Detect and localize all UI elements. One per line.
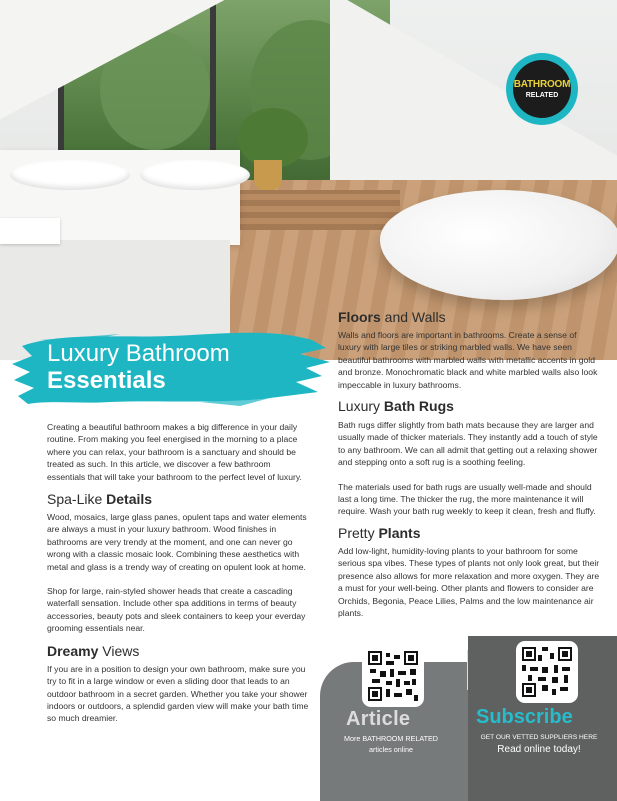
sink [10, 160, 130, 190]
badge-line2: RELATED [525, 92, 559, 99]
section-heading-plants: Pretty Plants [338, 524, 421, 541]
right-column [338, 308, 600, 619]
section-heading-views: Dreamy Views [47, 642, 140, 659]
spa-paragraph: Wood, mosaics, large glass panes, opulent taps and water elements are always a must in your luxury bathroom. Wood finishes in bathrooms are very trendy at the moment, and one can never go wrong with a classic mosaic look. Combining these aesthetics with metal and glass is a trendy way of creating on opulent look at home. [47, 512, 307, 572]
rugs-paragraph: The materials used for bath rugs are usually well-made and should last a long time. The thicker the rug, the more maintenance it will require. Wash your bath rug weekly to keep it clean, fresh and fluffy. [338, 481, 596, 517]
potted-plant [238, 108, 308, 168]
subscribe-link-title[interactable]: Subscribe [476, 706, 573, 728]
promo-divider [467, 650, 468, 690]
title-line2: Essentials [47, 367, 166, 394]
article-link-title[interactable]: Article [346, 708, 411, 730]
spa-paragraph: Shop for large, rain-styled shower heads that create a cascading waterfall sensation. Include other spa additions in terms of beauty accessories, beauty pots and sleek containers to keep your everday grooming essentials near. [47, 586, 306, 634]
sink [140, 160, 250, 190]
views-paragraph: If you are in a position to design your own bathroom, make sure you try to fit in a large window or even a sliding door that leads to an outdoor bathroom in a secret garden. Whether you take your shower indoors or outdoors, a splendid garden view will make your bath time so much dreamier. [47, 663, 309, 724]
category-badge [506, 53, 578, 125]
article-qr-code[interactable] [362, 645, 424, 707]
plant-pot [254, 160, 282, 190]
qr-code-icon [522, 647, 572, 697]
subscribe-link-cta: Read online today! [497, 744, 581, 755]
title-line1: Luxury Bathroom [47, 340, 230, 367]
section-heading-floors: Floors and Walls [338, 309, 446, 325]
article-title [47, 340, 230, 394]
plants-paragraph: Add low-light, humidity-loving plants to your bathroom for some serious spa vibes. These types of plants not only look great, but their presence also allows for more relaxation and more oxygen. They are a must for your well-being. Other plants and flowers to consider are Orchids, Begonia, Peace Lilies, Palms and the low maintenance air plants. [338, 545, 600, 618]
left-column [47, 421, 309, 725]
badge-line1: BATHROOM [513, 79, 571, 90]
rugs-paragraph: Bath rugs differ slightly from bath mats because they are larger and usually made of thicker materials. They instantly add a touch of style to any bathroom. We can all admit that getting out a relaxing shower and stepping onto a soft rug is a soothing feeling. [338, 420, 598, 468]
qr-code-icon [368, 651, 418, 701]
subscribe-qr-code[interactable] [516, 641, 578, 703]
towels [0, 218, 60, 244]
intro-paragraph: Creating a beautiful bathroom makes a big difference in your daily routine. From making you feel energised in the morning to a place where you can relax, your bathroom is a sanctuary and should be treated as such. In this article, we discover a few bathroom essentials that will take your bathroom to the perfect level of luxury. [47, 422, 302, 482]
floors-paragraph: Walls and floors are important in bathrooms. Create a sense of luxury with large tiles or striking marbled walls. We have seen beautiful bathrooms with marbled walls with metallic accents in gold and bronze. Monochromatic black and white marbled walls also look impeccable in luxury bathrooms. [338, 330, 598, 390]
article-link-subtitle: More BATHROOM RELATED [344, 734, 438, 743]
section-heading-rugs: Luxury Bath Rugs [338, 398, 454, 415]
section-heading-spa: Spa-Like Details [47, 491, 153, 508]
hero-image [0, 0, 617, 360]
subscribe-link-subtitle: GET OUR VETTED SUPPLIERS HERE [480, 734, 598, 741]
article-link-subtitle: articles online [369, 745, 413, 754]
